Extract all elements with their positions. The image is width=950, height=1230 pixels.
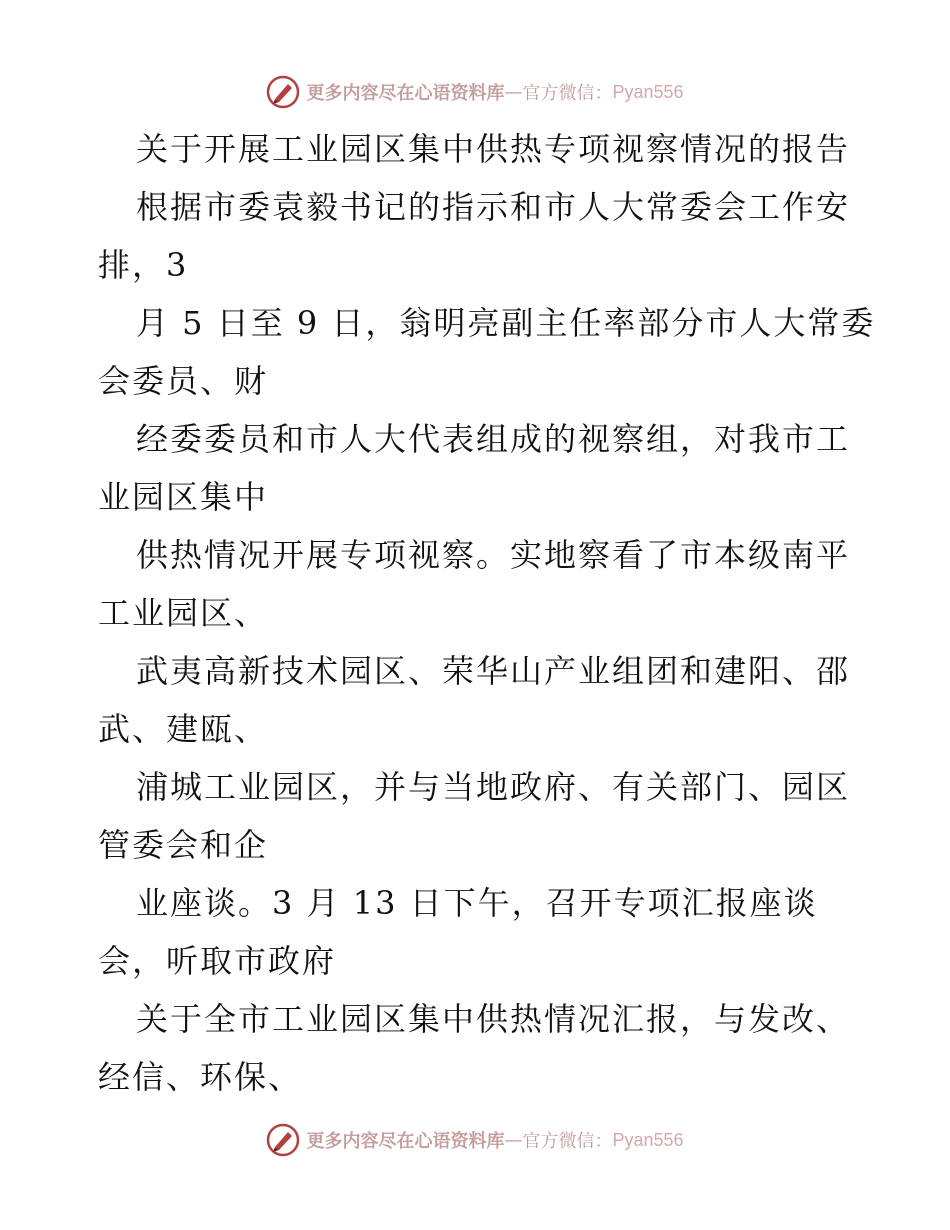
text-line: 业园区集中 — [98, 478, 269, 516]
watermark-site-name: 更多内容尽在心语资料库 — [306, 83, 505, 104]
text-line: 月 5 日至 9 日，翁明亮副主任率部分市人大常委 — [136, 304, 876, 342]
text-line: 排，3 — [98, 246, 189, 284]
text-line: 根据市委袁毅书记的指示和市人大常委会工作安 — [136, 188, 851, 226]
watermark-label: 官方微信： — [522, 1131, 613, 1152]
watermark-banner-bottom — [0, 1120, 950, 1160]
pen-logo-icon — [266, 75, 300, 109]
watermark-label: 官方微信： — [522, 83, 613, 104]
text-line: 会委员、财 — [98, 362, 269, 400]
watermark-separator: — — [504, 81, 523, 103]
text-line: 管委会和企 — [98, 826, 269, 864]
text-line: 会，听取市政府 — [98, 942, 337, 980]
watermark-separator: — — [504, 1129, 523, 1151]
watermark-banner-top — [0, 72, 950, 112]
text-line: 工业园区、 — [98, 594, 269, 632]
text-line: 供热情况开展专项视察。实地察看了市本级南平 — [136, 536, 851, 574]
text-line: 武、建瓯、 — [98, 710, 269, 748]
document-title: 关于开展工业园区集中供热专项视察情况的报告 — [136, 130, 851, 168]
text-line: 浦城工业园区，并与当地政府、有关部门、园区 — [136, 768, 851, 806]
watermark-wechat-id: Pyan556 — [612, 81, 684, 102]
text-line: 业座谈。3 月 13 日下午，召开专项汇报座谈 — [136, 884, 818, 922]
text-line: 经信、环保、 — [98, 1058, 303, 1096]
pen-logo-icon — [266, 1123, 300, 1157]
document-body — [98, 120, 876, 1106]
text-line: 关于全市工业园区集中供热情况汇报，与发改、 — [136, 1000, 851, 1038]
text-line: 武夷高新技术园区、荣华山产业组团和建阳、邵 — [136, 652, 851, 690]
watermark-wechat-id: Pyan556 — [612, 1129, 684, 1150]
text-line: 经委委员和市人大代表组成的视察组，对我市工 — [136, 420, 851, 458]
watermark-site-name: 更多内容尽在心语资料库 — [306, 1131, 505, 1152]
